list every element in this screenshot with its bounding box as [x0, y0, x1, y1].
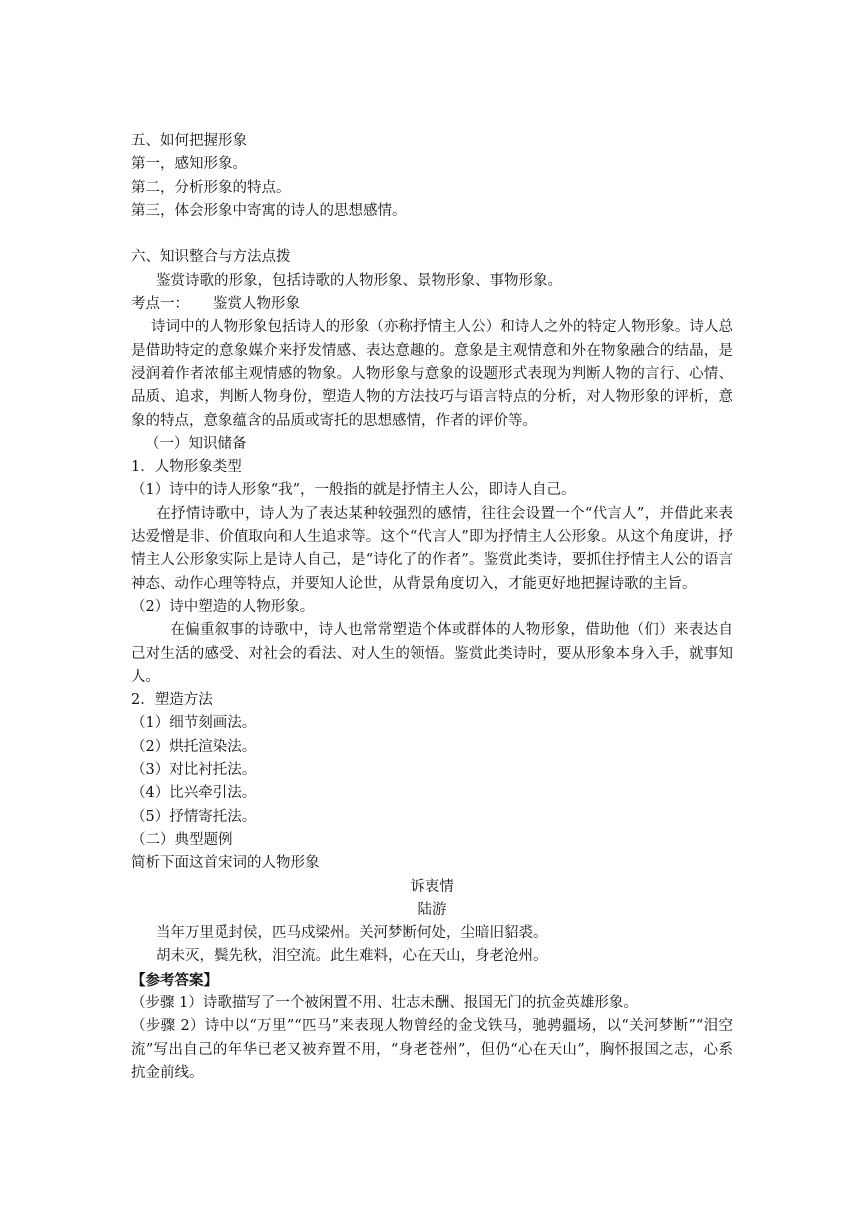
section-6-intro: 鉴赏诗歌的形象，包括诗歌的人物形象、景物形象、事物形象。: [156, 272, 562, 289]
poem-line-1: 当年万里觅封侯，匹马戍梁州。关河梦断何处，尘暗旧貂裘。: [156, 925, 548, 942]
section-6-title: 六、知识整合与方法点拨: [131, 249, 291, 266]
paragraph-text: 在抒情诗歌中，诗人为了表达某种较强烈的感情，往往会设置一个“代言人”，并借此来表达爱憎是非、价值取向和人生追求等。这个“代言人”即为抒情主人公形象。从这个角度讲，抒情主人公形象实际上是诗人自己，是“诗化了的作者”。鉴赏此类诗，要抓住抒情主人公的语言神态、动作心理等特点，并要知人论世，从背景角度切入，才能更好地把握诗歌的主旨。: [131, 505, 733, 592]
type-2: （2）诗中塑造的人物形象。: [131, 598, 315, 615]
paragraph-text: 诗词中的人物形象包括诗人的形象（亦称抒情主人公）和诗人之外的特定人物形象。诗人总是借助特定的意象媒介来抒发情感、表达意趣的。意象是主观情意和外在物象融合的结晶，是浸润着作者浓郁主观情感的物象。人物形象与意象的设题形式表现为判断人物的言行、心情、品质、追求，判断人物身份，塑造人物的方法技巧与语言特点的分析，对人物形象的评析，意象的特点，意象蕴含的品质或寄托的思想感情，作者的评价等。: [131, 319, 733, 429]
type-2-paragraph: [131, 619, 733, 689]
paragraph-text: 在偏重叙事的诗歌中，诗人也常常塑造个体或群体的人物形象，借助他（们）来表达自己对生活的感受、对社会的看法、对人生的领悟。鉴赏此类诗时，要从形象本身入手，就事知人。: [131, 622, 733, 685]
kaodian-title: 鉴赏人物形象: [213, 296, 300, 313]
example-prompt: 简析下面这首宋词的人物形象: [131, 855, 320, 872]
method-2: （2）烘托渲染法。: [131, 738, 257, 755]
knowledge-heading: （一）知识储备: [145, 435, 247, 452]
types-heading: 1．人物形象类型: [131, 459, 242, 476]
example-heading: （二）典型题例: [131, 831, 233, 848]
document-body: [131, 130, 733, 1085]
blank-line: [131, 223, 733, 246]
section-5-title: 五、如何把握形象: [131, 133, 247, 149]
answer-step-1: （步骤 1）诗歌描写了一个被闲置不用、壮志未酬、报国无门的抗金英雄形象。: [131, 994, 638, 1011]
kaodian-line: [131, 293, 733, 316]
poem-line-2: 胡未灭，鬓先秋，泪空流。此生难料，心在天山，身老沧州。: [156, 948, 548, 965]
method-5: （5）抒情寄托法。: [131, 808, 257, 825]
step-3: 第三，体会形象中寄寓的诗人的思想感情。: [131, 202, 407, 219]
type-1: （1）诗中的诗人形象“我”，一般指的就是抒情主人公，即诗人自己。: [131, 482, 576, 499]
poem-author: 陆游: [417, 901, 447, 918]
method-1: （1）细节刻画法。: [131, 715, 257, 732]
paragraph-character-image: [131, 316, 733, 432]
kaodian-label: 考点一：: [131, 296, 189, 313]
method-4: （4）比兴牵引法。: [131, 785, 257, 802]
step-2: 第二，分析形象的特点。: [131, 179, 291, 196]
answer-step-2: （步骤 2）诗中以“万里”“匹马”来表现人物曾经的金戈铁马，驰骋疆场，以“关河梦断”“泪空流”写出自己的年华已老又被弃置不用，“身老苍州”，但仍“心在天山”，胸怀报国之志，心系抗金前线。: [131, 1018, 733, 1081]
answer-heading: 【参考答案】: [131, 971, 218, 989]
methods-heading: 2．塑造方法: [131, 692, 213, 709]
step-1: 第一，感知形象。: [131, 156, 247, 173]
type-1-paragraph: [131, 503, 733, 596]
poem-title: 诉衷情: [410, 878, 454, 895]
method-3: （3）对比衬托法。: [131, 762, 257, 779]
